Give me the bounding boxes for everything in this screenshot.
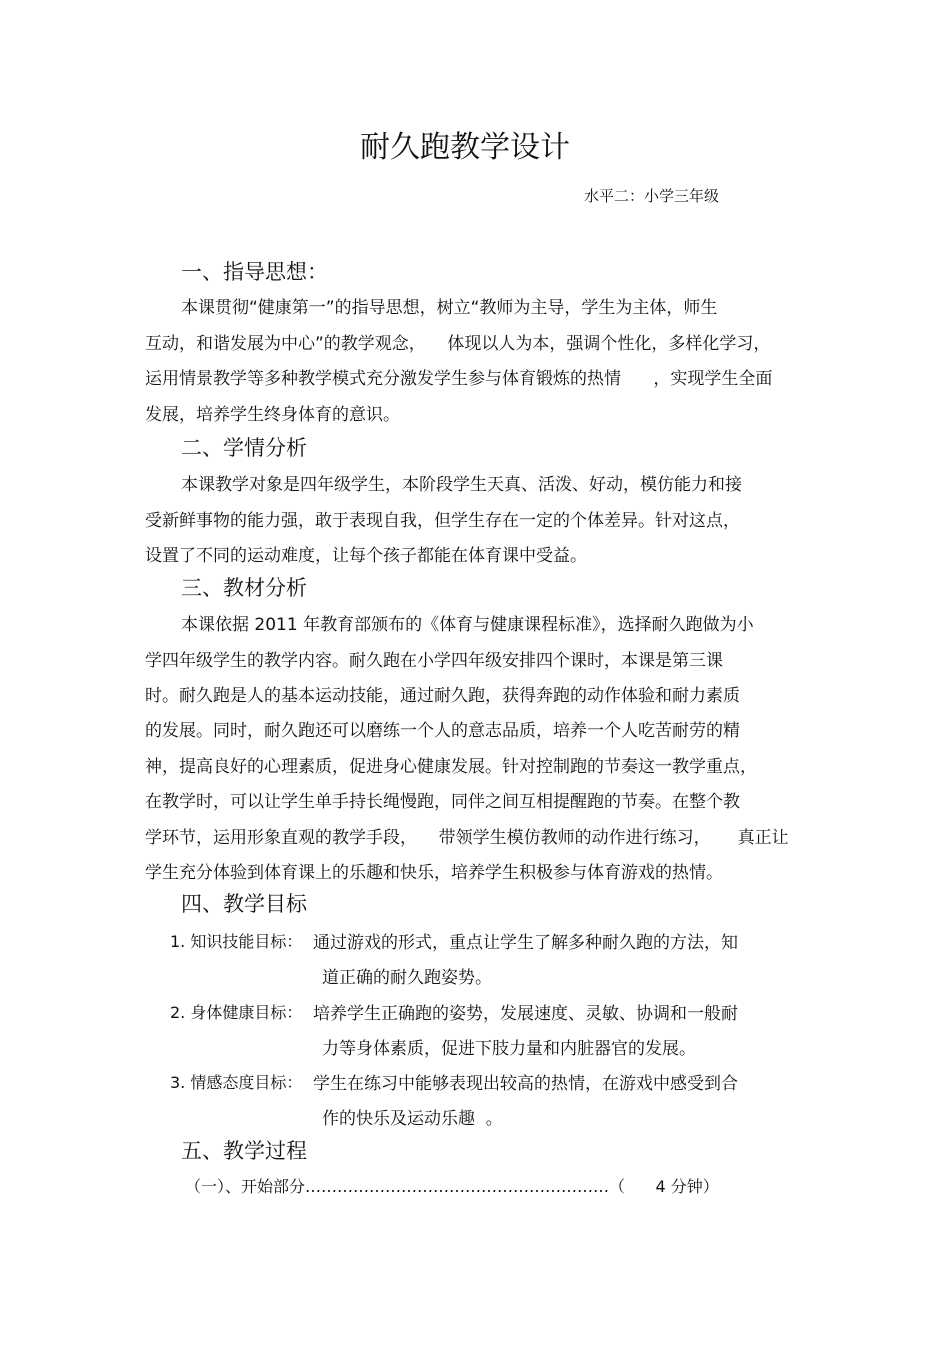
section-heading: 五、教学过程 xyxy=(181,1139,307,1163)
goal-label: 3. 情感态度目标： xyxy=(170,1073,303,1092)
paragraph-line: 在教学时，可以让学生单手持长绳慢跑，同伴之间互相提醒跑的节奏。在整个教 xyxy=(145,792,740,812)
document-title: 耐久跑教学设计 xyxy=(360,130,570,165)
paragraph-line: 运用情景教学等多种教学模式充分激发学生参与体育锻炼的热情 ，实现学生全面 xyxy=(145,369,773,389)
process-item: （一）、开始部分…………………………………………………（ 4 分钟） xyxy=(185,1177,719,1196)
paragraph-line: 互动，和谐发展为中心”的教学观念， 体现以人为本，强调个性化，多样化学习， xyxy=(145,334,771,354)
goal-label: 2. 身体健康目标： xyxy=(170,1003,303,1022)
paragraph-line: 时。耐久跑是人的基本运动技能，通过耐久跑，获得奔跑的动作体验和耐力素质 xyxy=(145,686,740,706)
goal-text-line: 通过游戏的形式，重点让学生了解多种耐久跑的方法，知 xyxy=(313,933,738,953)
goal-text-line: 培养学生正确跑的姿势，发展速度、灵敏、协调和一般耐 xyxy=(313,1004,738,1024)
paragraph-line: 受新鲜事物的能力强，敢于表现自我，但学生存在一定的个体差异。针对这点， xyxy=(145,511,740,531)
paragraph-line: 发展，培养学生终身体育的意识。 xyxy=(145,405,400,425)
goal-text-line: 作的快乐及运动乐趣 。 xyxy=(322,1109,503,1129)
section-heading: 二、学情分析 xyxy=(181,436,307,460)
section-heading: 三、教材分析 xyxy=(181,576,307,600)
paragraph-line: 神，提高良好的心理素质，促进身心健康发展。针对控制跑的节奏这一教学重点， xyxy=(145,757,757,777)
section-heading: 一、指导思想： xyxy=(181,260,328,284)
document-subtitle: 水平二：小学三年级 xyxy=(584,187,720,205)
paragraph-line: 本课依据 2011 年教育部颁布的《体育与健康课程标准》，选择耐久跑做为小 xyxy=(181,615,754,635)
goal-text-line: 力等身体素质，促进下肢力量和内脏器官的发展。 xyxy=(322,1039,696,1059)
paragraph-line: 的发展。同时，耐久跑还可以磨练一个人的意志品质，培养一个人吃苦耐劳的精 xyxy=(145,721,740,741)
goal-label: 1. 知识技能目标： xyxy=(170,932,303,951)
paragraph-line: 设置了不同的运动难度，让每个孩子都能在体育课中受益。 xyxy=(145,546,587,566)
paragraph-line: 学环节，运用形象直观的教学手段， 带领学生模仿教师的动作进行练习， 真正让 xyxy=(145,828,789,848)
paragraph-line: 本课教学对象是四年级学生，本阶段学生天真、活泼、好动，模仿能力和接 xyxy=(181,475,742,495)
goal-text-line: 学生在练习中能够表现出较高的热情，在游戏中感受到合 xyxy=(313,1074,738,1094)
section-heading: 四、教学目标 xyxy=(181,892,307,916)
goal-text-line: 道正确的耐久跑姿势。 xyxy=(322,968,492,988)
paragraph-line: 学生充分体验到体育课上的乐趣和快乐，培养学生积极参与体育游戏的热情。 xyxy=(145,863,723,883)
paragraph-line: 学四年级学生的教学内容。耐久跑在小学四年级安排四个课时，本课是第三课 xyxy=(145,651,723,671)
paragraph-line: 本课贯彻“健康第一”的指导思想，树立“教师为主导，学生为主体，师生 xyxy=(181,298,718,318)
